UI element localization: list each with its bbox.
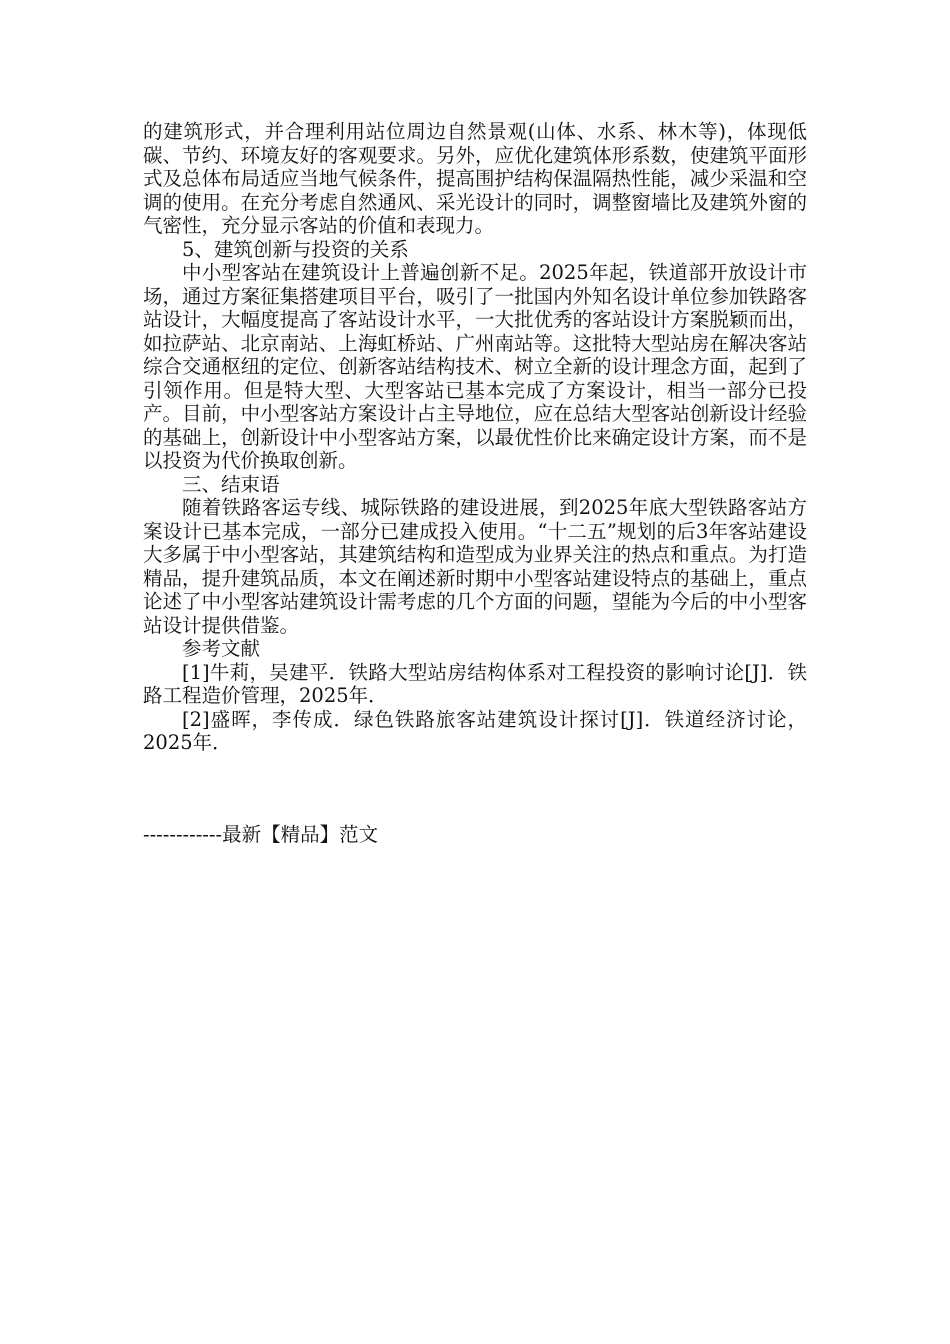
paragraph-innovation: 中小型客站在建筑设计上普遍创新不足。2025年起，铁道部开放设计市场，通过方案征集搭建项目平台，吸引了一批国内外知名设计单位参加铁路客站设计，大幅度提高了客站设计水平，一大批优秀的客站设计方案脱颖而出，如拉萨站、北京南站、上海虹桥站、广州南站等。这批特大型站房在解决客站综合交通枢纽的定位、创新客站结构技术、树立全新的设计理念方面，起到了引领作用。但是特大型、大型客站已基本完成了方案设计，相当一部分已投产。目前，中小型客站方案设计占主导地位，应在总结大型客站创新设计经验的基础上，创新设计中小型客站方案，以最优性价比来确定设计方案，而不是以投资为代价换取创新。 [143,261,807,472]
paragraph-conclusion: 随着铁路客运专线、城际铁路的建设进展，到2025年底大型铁路客站方案设计已基本完成，一部分已建成投入使用。“十二五”规划的后3年客站建设大多属于中小型客站，其建筑结构和造型成为业界关注的热点和重点。为打造精品，提升建筑品质，本文在阐述新时期中小型客站建设特点的基础上，重点论述了中小型客站建筑设计需考虑的几个方面的问题，望能为今后的中小型客站设计提供借鉴。 [143,496,807,637]
paragraph-building-form: 的建筑形式，并合理利用站位周边自然景观(山体、水系、林木等)，体现低碳、节约、环境友好的客观要求。另外，应优化建筑体形系数，使建筑平面形式及总体布局适应当地气候条件，提高围护结构保温隔热性能，减少采温和空调的使用。在充分考虑自然通风、采光设计的同时，调整窗墙比及建筑外窗的气密性，充分显示客站的价值和表现力。 [143,120,807,237]
reference-item-2: [2]盛晖，李传成．绿色铁路旅客站建筑设计探讨[J]．铁道经济讨论，2025年． [143,707,807,754]
section-heading-conclusion: 三、结束语 [182,472,280,496]
references-heading: 参考文献 [182,637,261,660]
reference-item-1: [1]牛莉，吴建平．铁路大型站房结构体系对工程投资的影响讨论[J]．铁路工程造价管理，2025年． [143,660,807,707]
document-page [143,120,807,846]
footer-tagline: ------------最新【精品】范文 [143,822,379,846]
section-heading-innovation-investment: 5、建筑创新与投资的关系 [182,237,409,261]
